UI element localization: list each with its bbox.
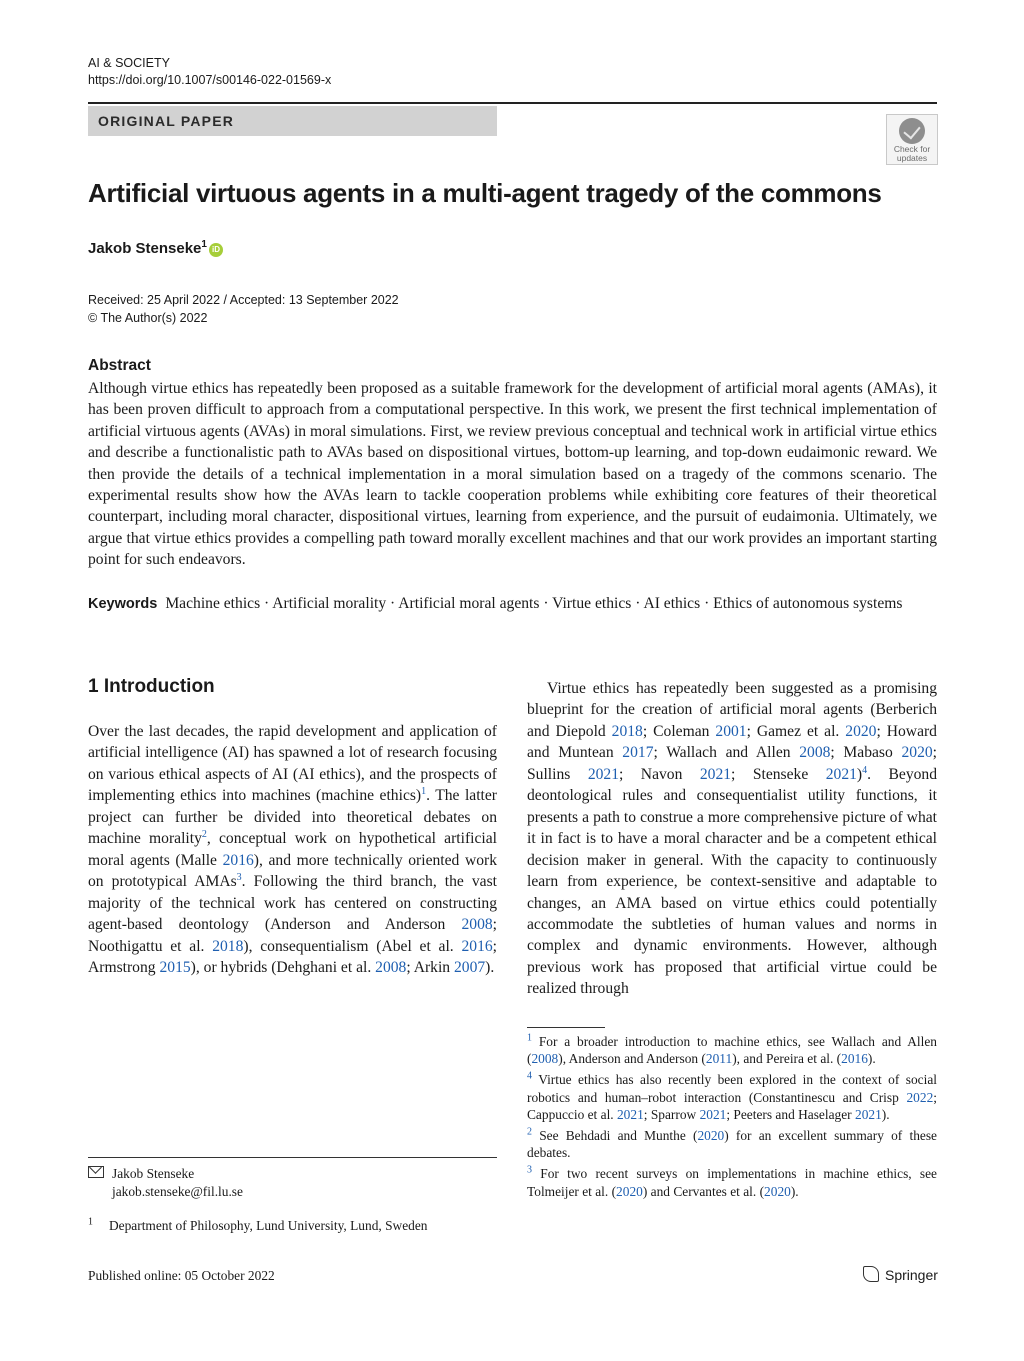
text-run: ): [856, 765, 863, 783]
article-type: ORIGINAL PAPER: [98, 113, 235, 129]
footnote-2: [527, 1127, 937, 1161]
corresponding-author: Jakob Stenseke: [112, 1166, 195, 1181]
received-accepted: Received: 25 April 2022 / Accepted: 13 September 2022: [88, 293, 399, 307]
citation-link[interactable]: 2016: [222, 851, 254, 869]
text-run: ).: [790, 1183, 799, 1199]
footnote-marker[interactable]: 4: [862, 764, 868, 776]
affiliation-number: 1: [88, 1216, 93, 1228]
abstract-heading: Abstract: [88, 357, 151, 374]
affiliation-rule: [88, 1157, 497, 1158]
footnote-marker[interactable]: 3: [527, 1164, 532, 1176]
text-run: ; Sparrow: [643, 1106, 700, 1122]
citation-link[interactable]: 2008: [799, 744, 831, 762]
orcid-icon[interactable]: iD: [209, 243, 223, 257]
text-run: , conceptual work on hypothetical artificial moral agents (Malle: [88, 830, 497, 869]
check-for-updates-badge[interactable]: [886, 114, 938, 165]
footnote-rule: [527, 1027, 605, 1028]
citation-link[interactable]: 2015: [159, 958, 191, 976]
author-email[interactable]: jakob.stenseke@fil.lu.se: [112, 1183, 243, 1199]
footnote-1: [527, 1033, 937, 1067]
springer-horse-icon: [863, 1266, 879, 1282]
intro-paragraph-2: [527, 678, 937, 1000]
text-run: ; Navon: [619, 765, 700, 783]
paper-title: Artificial virtuous agents in a multi-agent tragedy of the commons: [88, 178, 882, 208]
correspondence: [88, 1165, 243, 1200]
text-run: ; Armstrong: [88, 937, 497, 976]
author-line: [88, 240, 223, 257]
envelope-icon: [88, 1166, 104, 1178]
article-type-banner: [88, 106, 497, 136]
intro-right-column: [527, 678, 937, 1000]
text-run: ), and more technically oriented work on prototypical AMAs: [88, 851, 497, 891]
text-run: ; Arkin: [406, 958, 454, 976]
doi-link[interactable]: https://doi.org/10.1007/s00146-022-01569-x: [88, 73, 332, 87]
citation-link[interactable]: 2020: [697, 1128, 725, 1144]
text-run: ; Peeters and Haselager: [726, 1106, 855, 1122]
text-run: ; Mabaso: [830, 744, 902, 762]
footnote-marker[interactable]: 2: [201, 829, 207, 841]
check-updates-line1: Check for: [893, 144, 931, 154]
text-run: For a broader introduction to machine ethics, see Wallach and Allen (: [527, 1034, 937, 1067]
text-run: ), consequentialism (Abel et al.: [243, 937, 462, 955]
text-run: ), or hybrids (Dehghani et al.: [190, 958, 376, 976]
text-run: . Following the third branch, the vast majority of the technical work has centered on constructing agent-based deontology (Anderson and Anderson: [88, 873, 497, 934]
citation-link[interactable]: 2011: [705, 1051, 733, 1067]
citation-link[interactable]: 2016: [461, 937, 493, 955]
footnote-3: [527, 1165, 937, 1199]
text-run: See Behdadi and Munthe (: [532, 1128, 698, 1144]
header-rule: [88, 102, 937, 104]
affiliation: [88, 1217, 427, 1234]
citation-link[interactable]: 2021: [587, 765, 619, 783]
citation-link[interactable]: 2022: [906, 1089, 934, 1105]
text-run: ; Wallach and Allen: [653, 744, 800, 762]
footnote-4: [527, 1071, 937, 1123]
citation-link[interactable]: 2021: [855, 1106, 882, 1122]
text-run: Over the last decades, the rapid development and application of artificial intelligence (AI) has spawned a lot of research focusing on various ethical aspects of AI (AI ethics), and the prospects of implementing ethics into machines (machine ethics): [88, 723, 497, 805]
text-run: Virtue ethics has repeatedly been suggested as a promising blueprint for the creation of artificial moral agents (Berberich and Diepold: [527, 680, 937, 740]
article-dates: [88, 291, 399, 327]
text-run: ) for an excellent summary of these debates.: [527, 1128, 937, 1161]
publisher-name: Springer: [885, 1267, 938, 1283]
author-affiliation-sup: 1: [201, 239, 207, 250]
citation-link[interactable]: 2020: [616, 1183, 643, 1199]
text-run: ; Sullins: [527, 744, 938, 783]
text-run: ), and Pereira et al. (: [732, 1051, 842, 1067]
text-run: ; Gamez et al.: [746, 722, 846, 740]
affiliation-text: Department of Philosophy, Lund University, Lund, Sweden: [109, 1218, 428, 1233]
keywords-list: Machine ethics · Artificial morality · Artificial moral agents · Virtue ethics · AI ethics · Ethics of autonomous systems: [165, 595, 903, 612]
citation-link[interactable]: 2021: [825, 765, 857, 783]
text-run: ; Howard and Muntean: [527, 722, 937, 762]
check-updates-line2: updates: [896, 152, 928, 163]
footnote-marker[interactable]: 3: [236, 871, 242, 883]
text-run: Virtue ethics has also recently been explored in the context of social robotics and human–robot interaction (Constantinescu and Crisp: [527, 1072, 937, 1105]
citation-link[interactable]: 2007: [453, 958, 486, 976]
section-heading-introduction: 1 Introduction: [88, 676, 215, 697]
published-online: Published online: 05 October 2022: [88, 1268, 275, 1283]
citation-link[interactable]: 2018: [611, 722, 643, 740]
abstract-text: Although virtue ethics has repeatedly been proposed as a suitable framework for the development of artificial moral agents (AMAs), it has been proven difficult to approach from a computational perspective. In this work, we present the first technical implementation of artificial virtuous agents (AVAs) in moral simulations. First, we review previous conceptual and technical work in artificial virtue ethics and describe a functionalistic path to AVAs based on dispositional virtues, bottom-up learning, and top-down eudaimonic reward. We then provide the details of a technical implementation in a moral simulation based on a tragedy of the commons scenario. The experimental results show how the AVAs learn to tackle cooperation problems while exhibiting core features of their theoretical counterpart, including moral character, dispositional virtues, learning from experience, and the pursuit of eudaimonia. Ultimately, we argue that virtue ethics provides a compelling path toward morally excellent machines and that our work provides an important starting point for such endeavors.: [88, 380, 937, 569]
citation-link[interactable]: 2008: [461, 916, 493, 934]
keywords-label: Keywords: [88, 596, 158, 612]
copyright: © The Author(s) 2022: [88, 311, 208, 325]
text-run: ; Noothigattu et al.: [88, 916, 497, 955]
text-run: . Beyond deontological rules and consequentialist utility functions, it presents a path to construe a more comprehensive picture of what it in fact is to have a moral character and be a competent ethical decision maker in general. With the capacity to continuously learn from experience, be context-sensitive and adaptable to changes, an AMA based on virtue ethics could potentially accommodate the subtleties of human values and norms in complex and dynamic environments. However, although previous work has proposed that artificial virtue could be realized through: [527, 765, 938, 998]
text-run: ; Coleman: [642, 722, 716, 740]
footnotes: [527, 1033, 937, 1204]
citation-link[interactable]: 2020: [901, 744, 933, 762]
text-run: ).: [485, 958, 495, 976]
footnote-marker[interactable]: 1: [421, 786, 427, 798]
citation-link[interactable]: 2021: [616, 1106, 644, 1122]
text-run: For two recent surveys on implementations in machine ethics, see Tolmeijer et al. (: [527, 1166, 937, 1199]
keywords: [88, 593, 937, 615]
citation-link[interactable]: 2008: [531, 1051, 559, 1067]
citation-link[interactable]: 2016: [841, 1051, 868, 1067]
citation-link[interactable]: 2020: [764, 1183, 791, 1199]
journal-header: [88, 55, 331, 89]
text-run: ).: [881, 1106, 890, 1122]
footnote-marker[interactable]: 4: [527, 1070, 532, 1082]
text-run: ).: [867, 1051, 876, 1067]
citation-link[interactable]: 2018: [212, 937, 244, 955]
citation-link[interactable]: 2008: [375, 958, 407, 976]
footnote-marker[interactable]: 2: [527, 1126, 532, 1138]
text-run: . The latter project can further be divided into theoretical debates on machine morality: [88, 787, 497, 848]
author-name[interactable]: Jakob Stenseke: [88, 240, 202, 257]
publisher-logo[interactable]: [863, 1266, 938, 1283]
text-run: ; Cappuccio et al.: [527, 1089, 937, 1122]
citation-link[interactable]: 2021: [699, 765, 732, 783]
text-run: ), Anderson and Anderson (: [558, 1051, 706, 1067]
footnote-marker[interactable]: 1: [527, 1032, 532, 1044]
intro-paragraph-1: [88, 721, 497, 978]
check-updates-icon: [899, 118, 925, 144]
text-run: ; Stenseke: [731, 765, 826, 783]
intro-left-column: [88, 721, 497, 978]
citation-link[interactable]: 2020: [845, 722, 877, 740]
citation-link[interactable]: 2017: [622, 744, 654, 762]
citation-link[interactable]: 2021: [699, 1106, 727, 1122]
text-run: ) and Cervantes et al. (: [642, 1183, 765, 1199]
journal-name: AI & SOCIETY: [88, 56, 170, 70]
citation-link[interactable]: 2001: [715, 722, 747, 740]
